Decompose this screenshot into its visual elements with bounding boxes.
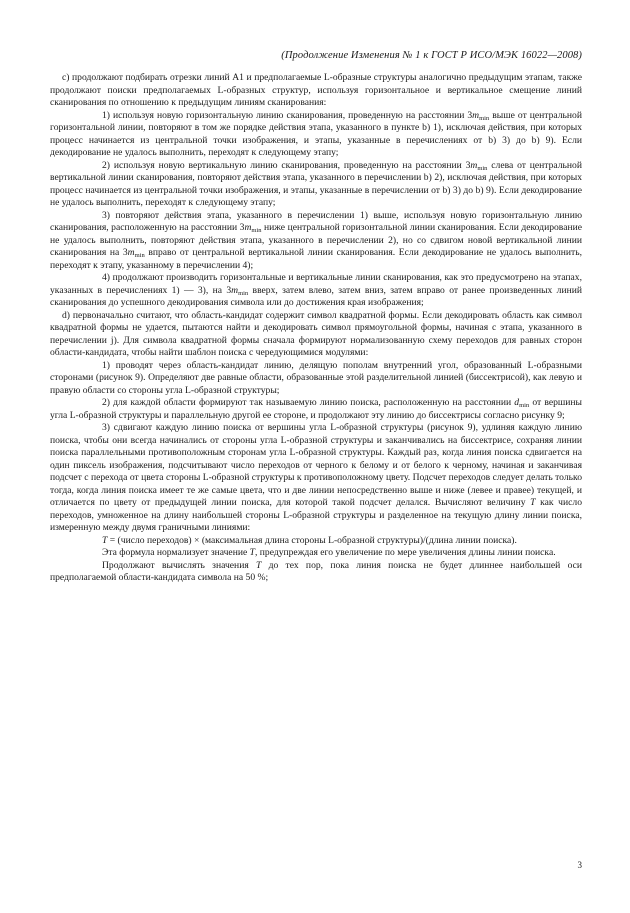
paragraph-continue: Продолжают вычислять значения T до тех пор, пока линия поиска не будет длиннее наибольшей оси предполагаемой области-кандидата символа на 50 %; bbox=[50, 559, 582, 583]
paragraph-formula-note: Эта формула нормализует значение T, предупреждая его увеличение по мере увеличения длины линии поиска. bbox=[102, 547, 556, 558]
running-header: (Продолжение Изменения № 1 к ГОСТ Р ИСО/МЭК 16022—2008) bbox=[281, 50, 582, 61]
paragraph-c1: 1) используя новую горизонтальную линию сканирования, проведенную на расстоянии $3m_{min}$ выше от центральной горизонтальной линии, повторяют в том же порядке действия этапа, указанного в пункте b) 1), исключая действия, при которых процесс начинается из центральной точки изображения, и этапы, указанные в перечислениях от b) 3) до b) 9). Если декодирование не удалось выполнить, переходят к следующему этапу; bbox=[50, 109, 582, 158]
document-body bbox=[50, 72, 582, 585]
paragraph-d1: 1) проводят через область-кандидат линию, делящую пополам внутренний угол, образованный L-образными сторонами (рисунок 9). Определяют две равные области, образованные этой разделительной линией (биссектрисой), как левую и правую области со стороны угла L-образной структуры; bbox=[50, 359, 582, 396]
paragraph-d2: 2) для каждой области формируют так называемую линию поиска, расположенную на расстоянии $d_{min}$ от вершины угла L-образной структуры и параллельную другой ее стороне, и продолжают эту линию до биссектрисы согласно рисунку 9; bbox=[50, 397, 582, 421]
paragraph-c4: 4) продолжают производить горизонтальные и вертикальные линии сканирования, как это предусмотрено на этапах, указанных в перечислениях 1) — 3), на $3m_{min}$ вверх, затем влево, затем вниз, затем вправо от ранее произведенных линий сканирования до успешного декодирования символа или до достижения края изображения; bbox=[50, 272, 583, 308]
paragraph-d: d) первоначально считают, что область-кандидат содержит символ квадратной формы. Если декодировать область как символ квадратной формы не удается, пытаются найти и декодировать символ прямоугольной формы, начиная с этапа, указанного в перечислении j). Для символа квадратной формы сначала формируют нормализованную схему переходов для равных сторон области-кандидата, чтобы найти шаблон поиска с чередующимися модулями: bbox=[50, 309, 582, 358]
page-number: 3 bbox=[577, 860, 582, 870]
paragraph-c: с) продолжают подбирать отрезки линий A1 и предполагаемые L-образные структуры аналогично предыдущим этапам, также продолжают поиски предполагаемых L-образных структур, используя горизонтальное и вертикальное смещение линий сканирования по отношению к предыдущим линиям сканирования: bbox=[50, 72, 582, 108]
formula-t: T = (число переходов) × (максимальная длина стороны L-образной структуры)/(длина линии поиска). bbox=[102, 534, 517, 546]
paragraph-c3: 3) повторяют действия этапа, указанного в перечислении 1) выше, используя новую горизонтальную линию сканирования, расположенную на расстоянии $3m_{min}$ ниже центральной горизонтальной линии сканирования. Если декодирование не удалось выполнить, повторяют действия этапа, указанного в перечислении 2), но со сдвигом новой вертикальной линии сканирования на $3m_{min}$ вправо от центральной вертикальной линии сканирования. Если декодирование не удалось выполнить, переходят к этапу, указанному в перечислении 4); bbox=[50, 209, 582, 271]
paragraph-d3: 3) сдвигают каждую линию поиска от вершины угла L-образной структуры (рисунок 9), удлиняя каждую линию поиска, чтобы они всегда начинались от стороны угла L-образной структуры и заканчивались на биссектрисе, сохраняя линии поиска параллельными противоположным сторонам угла L-образной структуры. Каждый раз, когда линия поиска сдвигается на один пиксель изображения, подсчитывают число переходов от черного к белому и от белого к черному, начиная и заканчивая подсчет с перехода от цвета стороны L-образной структуры к противоположному цвету. Подсчет переходов следует делать только тогда, когда линия поиска имеет те же самые цвета, что и две линии непосредственно выше и ниже (левее и правее) текущей, и отличается по цвету от предыдущей линии поиска, для которой такой подсчет делался. Вычисляют величину T как число переходов, умноженное на длину наибольшей стороны L-образной структуры и разделенное на текущую длину линии поиска, измеренную между двумя граничными линиями: bbox=[50, 422, 582, 533]
paragraph-c2: 2) используя новую вертикальную линию сканирования, проведенную на расстоянии $3m_{min}$ слева от центральной вертикальной линии сканирования, повторяют действия этапа, указанного в перечислении b) 2), исключая действия, при которых процесс начинается из центральной точки изображения, и этапы, указанные в перечислении от b) 3) до b) 9). Если декодирование не удалось выполнить, переходят к следующему этапу; bbox=[50, 159, 582, 208]
